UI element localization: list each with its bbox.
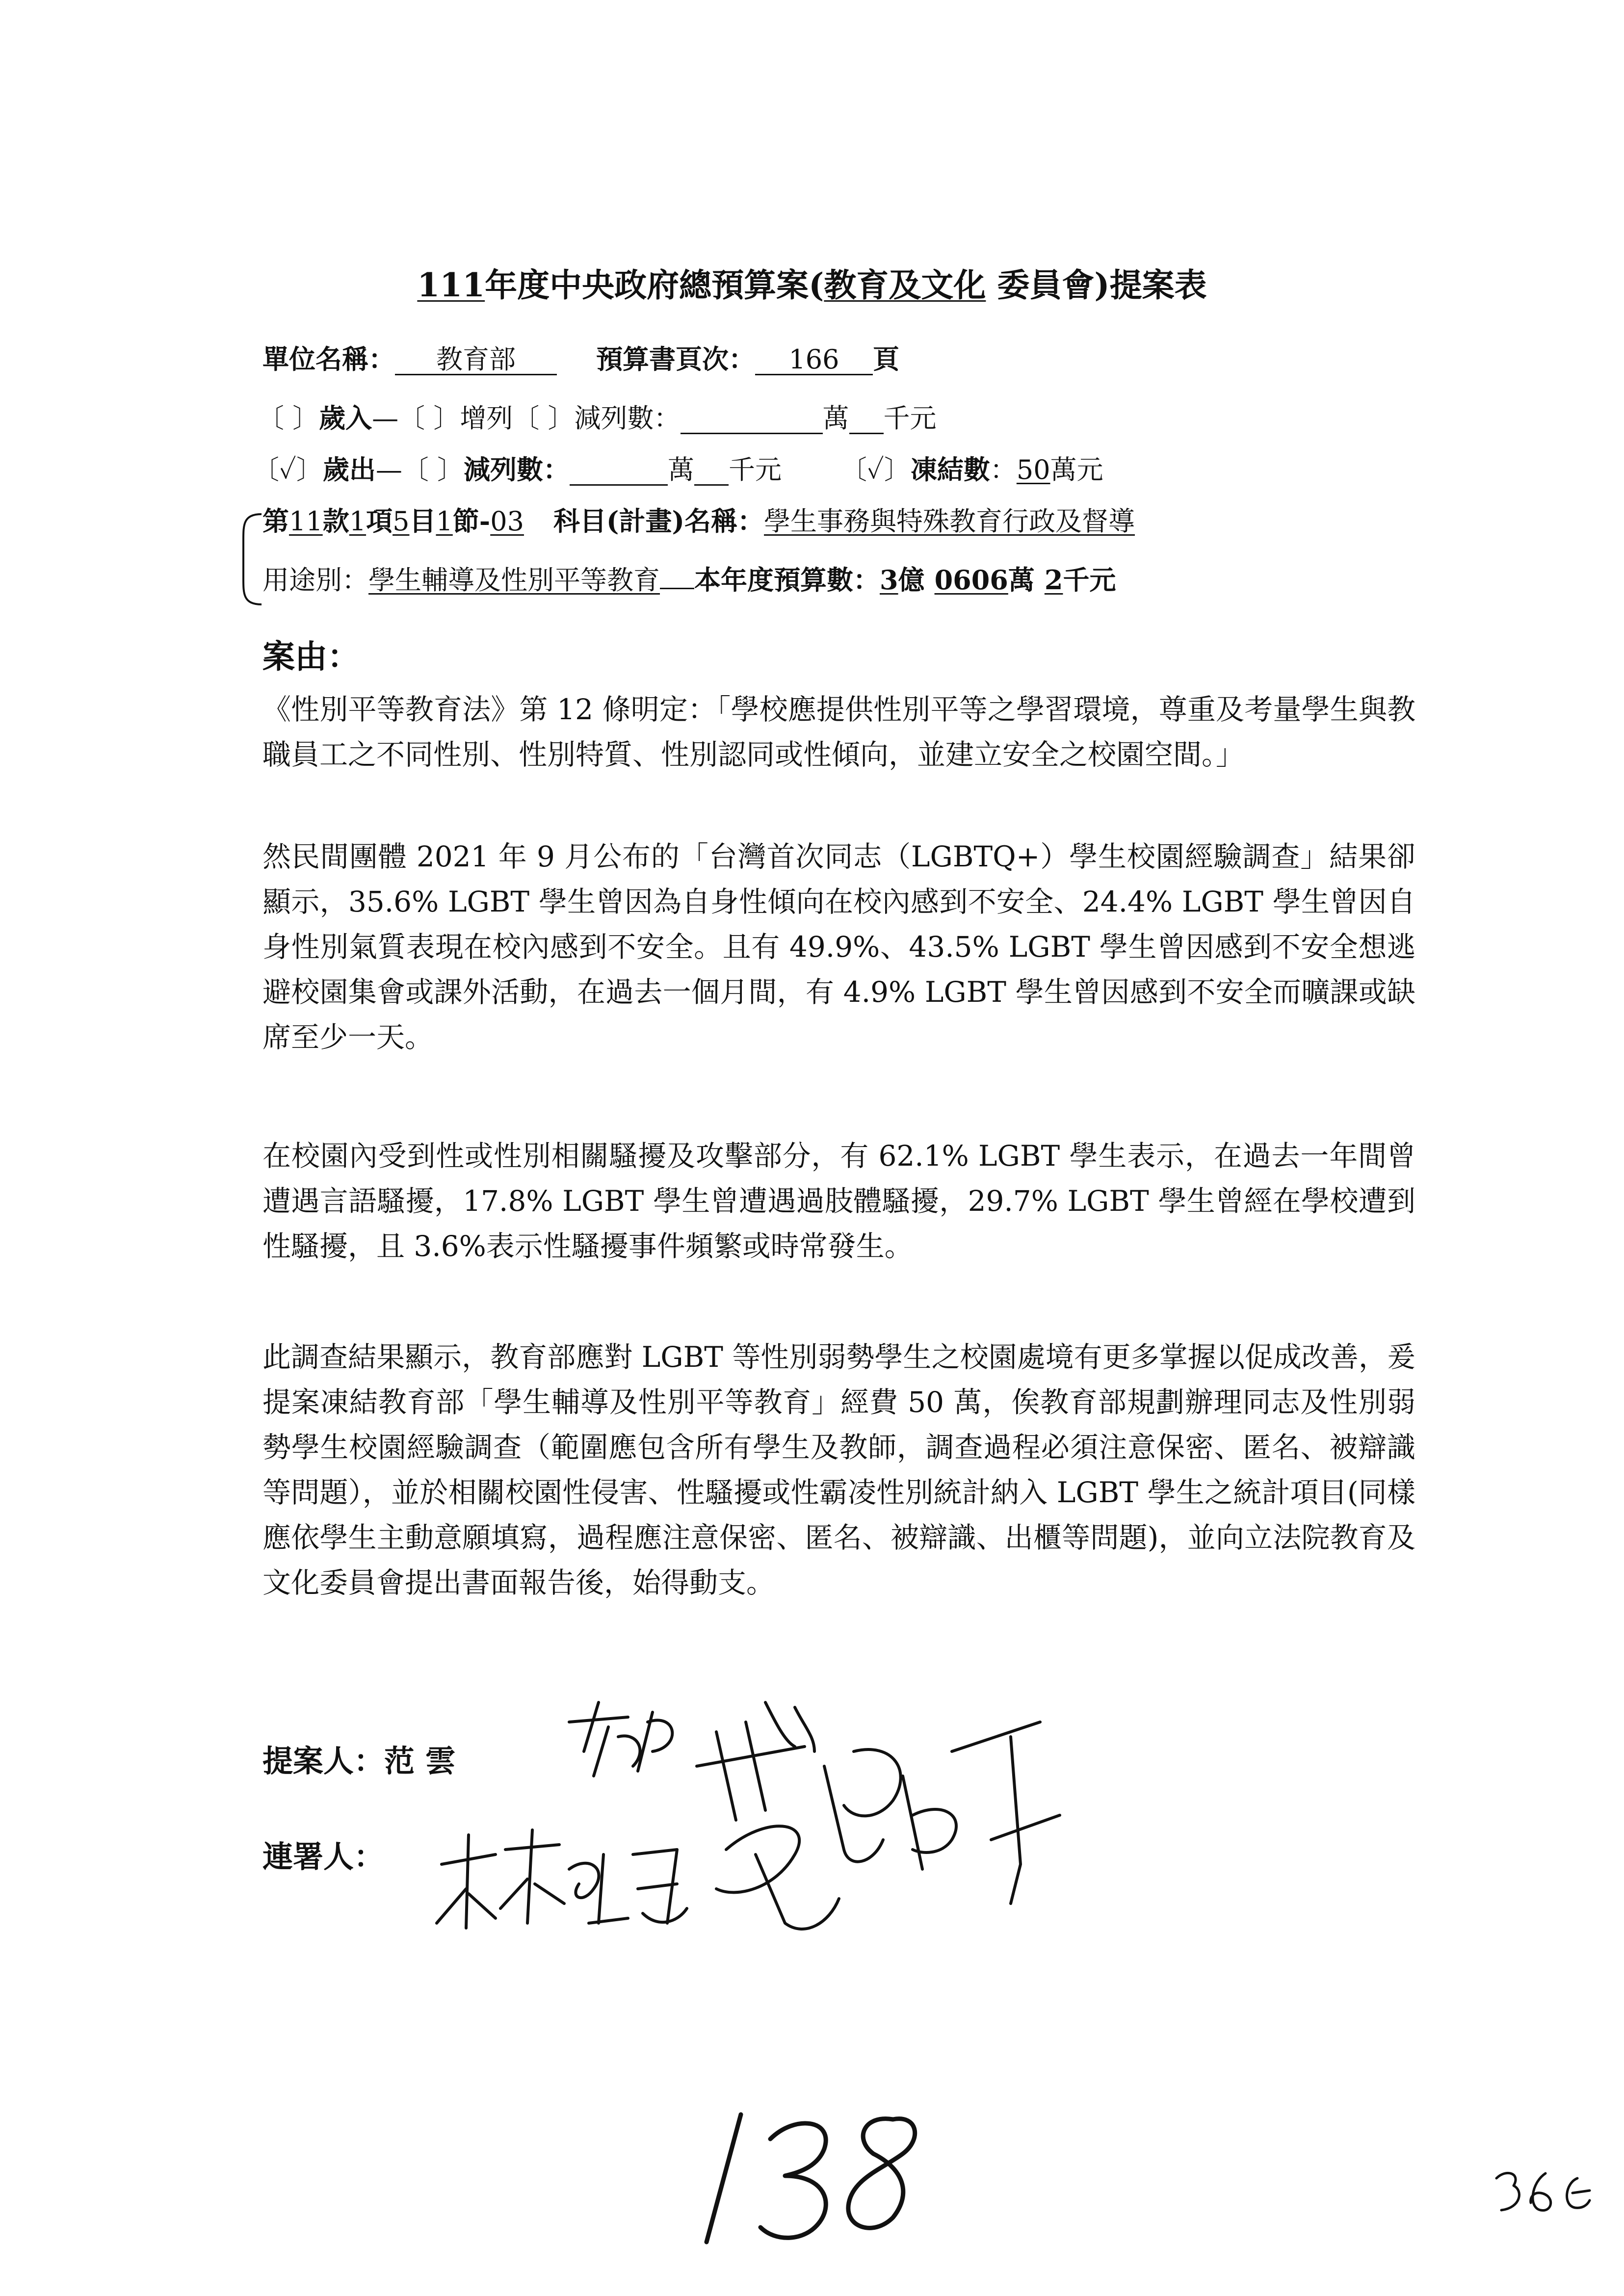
revenue-wan-blank[interactable] xyxy=(681,405,823,434)
proposer-label: 提案人： xyxy=(262,1743,385,1779)
corner-handwritten-number xyxy=(1487,2159,1595,2222)
subject-di: 第 xyxy=(262,505,289,537)
expenditure-wan-blank[interactable] xyxy=(570,456,668,486)
subject-jie: 1 xyxy=(436,506,453,537)
title-committee: 教育及文化 xyxy=(824,266,986,304)
expenditure-qian: 千元 xyxy=(729,454,782,485)
expenditure-wan: 萬 xyxy=(668,454,695,485)
expenditure-row xyxy=(253,449,1103,487)
revenue-add-label: 增列 xyxy=(460,403,513,434)
budget-label: 本年度預算數： xyxy=(694,564,880,596)
title-year: 111 xyxy=(417,266,485,304)
unit-value: 教育部 xyxy=(395,346,557,375)
freeze-colon: ： xyxy=(990,454,1017,485)
revenue-row xyxy=(258,397,937,435)
freeze-label: 凍結數 xyxy=(910,454,990,485)
revenue-checkbox[interactable]: 〔 〕 xyxy=(258,403,319,434)
usage-row xyxy=(262,559,1116,597)
expenditure-reduce-checkbox[interactable]: 〔 〕 xyxy=(402,454,464,485)
revenue-reduce-label: 減列數： xyxy=(574,403,681,434)
revenue-add-checkbox[interactable]: 〔 〕 xyxy=(398,403,460,434)
budget-wan-label: 萬 xyxy=(1008,564,1035,596)
budget-wan: 0606 xyxy=(934,564,1008,596)
budget-yi: 3 xyxy=(880,564,898,596)
title-text-before: 年度中央政府總預算案( xyxy=(485,266,824,304)
subject-name-label: 科目(計畫)名稱： xyxy=(553,505,764,537)
expenditure-label: 歲出 xyxy=(322,454,376,485)
page-label: 預算書頁次： xyxy=(596,343,755,375)
budget-yi-label: 億 xyxy=(898,564,925,596)
subject-code: 03 xyxy=(490,506,524,537)
expenditure-checkbox[interactable]: 〔✓〕 xyxy=(253,454,323,485)
title-text-after: 委員會)提案表 xyxy=(986,266,1207,304)
expenditure-qian-blank[interactable] xyxy=(694,456,729,486)
handwritten-page-number xyxy=(687,2095,942,2257)
reason-heading: 案由： xyxy=(262,637,360,676)
freeze-unit: 萬元 xyxy=(1050,454,1103,485)
revenue-wan: 萬 xyxy=(822,403,849,434)
revenue-qian: 千元 xyxy=(883,403,937,434)
cosigner-label: 連署人： xyxy=(262,1839,385,1875)
subject-xiang: 1 xyxy=(349,506,367,537)
paragraph-1: 《性別平等教育法》第 12 條明定：「學校應提供性別平等之學習環境，尊重及考量學生與教職員工之不同性別、性別特質、性別認同或性傾向，並建立安全之校園空間。」 xyxy=(262,693,1415,771)
page-value: 166 xyxy=(755,346,873,375)
expenditure-dash: — xyxy=(375,454,402,485)
subject-mu-label: 目 xyxy=(409,505,436,537)
left-brace xyxy=(235,510,264,608)
revenue-dash: — xyxy=(372,403,399,434)
freeze-value: 50 xyxy=(1016,454,1050,485)
proposer-name: 范 雲 xyxy=(384,1743,456,1779)
form-title xyxy=(0,259,1624,306)
subject-jie-label: 節- xyxy=(452,505,491,537)
usage-label: 用途別： xyxy=(262,565,368,596)
expenditure-reduce-label: 減列數： xyxy=(464,454,570,485)
paragraph-3: 在校園內受到性或性別相關騷擾及攻擊部分，有 62.1% LGBT 學生表示，在過去一年間曾遭遇言語騷擾，17.8% LGBT 學生曾遭遇過肢體騷擾，29.7% LGBT 學生曾經在學校遭到性騷擾，且 3.6%表示性騷擾事件頻繁或時常發生。 xyxy=(262,1139,1415,1263)
handwritten-signatures xyxy=(422,1693,1158,2011)
subject-kuan: 11 xyxy=(289,506,323,537)
paragraph-4: 此調查結果顯示，教育部應對 LGBT 等性別弱勢學生之校園處境有更多掌握以促成改善，爰提案凍結教育部「學生輔導及性別平等教育」經費 50 萬，俟教育部規劃辦理同志及性別弱勢學生校園經驗調查（範圍應包含所有學生及教師，調查過程必須注意保密、匿名、被辯識等問題），並於相關校園性侵害、性騷擾或性霸凌性別統計納入 LGBT 學生之統計項目(同樣應依學生主動意願填寫，過程應注意保密、匿名、被辯識、出櫃等問題)，並向立法院教育及文化委員會提出書面報告後，始得動支。 xyxy=(262,1340,1415,1599)
unit-row xyxy=(262,339,899,376)
revenue-qian-blank[interactable] xyxy=(849,405,884,434)
freeze-checkbox[interactable]: 〔✓〕 xyxy=(840,454,911,485)
usage-value: 學生輔導及性別平等教育 xyxy=(368,565,660,596)
revenue-reduce-checkbox[interactable]: 〔 〕 xyxy=(513,403,575,434)
paragraph-2: 然民間團體 2021 年 9 月公布的「台灣首次同志（LGBTQ+）學生校園經驗調查」結果卻顯示，35.6% LGBT 學生曾因為自身性傾向在校內感到不安全、24.4% LGBT 學生曾因自身性別氣質表現在校內感到不安全。且有 49.9%、43.5% LGBT 學生曾因感到不安全想逃避校園集會或課外活動，在過去一個月間，有 4.9% LGBT 學生曾因感到不安全而曠課或缺席至少一天。 xyxy=(262,840,1415,1054)
unit-label: 單位名稱： xyxy=(262,343,395,375)
subject-kuan-label: 款 xyxy=(322,505,349,537)
revenue-label: 歲入 xyxy=(319,402,372,434)
page-suffix: 頁 xyxy=(873,343,899,375)
subject-xiang-label: 項 xyxy=(366,505,393,537)
subject-row xyxy=(262,500,1135,538)
budget-qian-label: 千元 xyxy=(1063,564,1116,596)
subject-mu: 5 xyxy=(393,506,410,537)
budget-qian: 2 xyxy=(1044,564,1063,596)
subject-name-value: 學生事務與特殊教育行政及督導 xyxy=(764,506,1135,537)
